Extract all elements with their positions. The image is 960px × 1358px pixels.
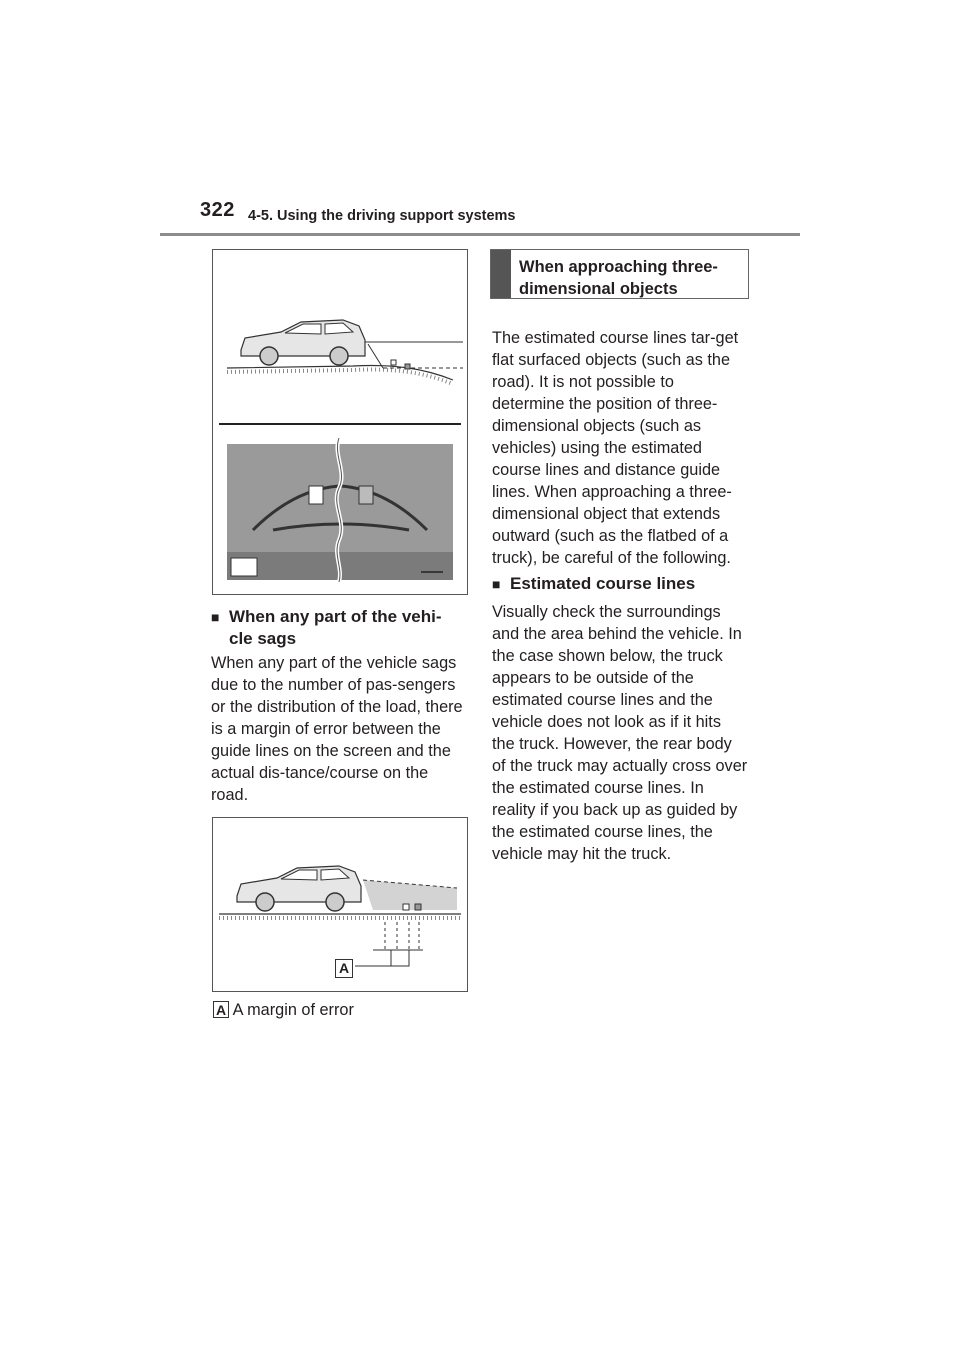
figure-sagging-camera-view xyxy=(212,249,468,595)
sag-heading: ■ When any part of the vehi- cle sags xyxy=(211,607,442,648)
suv-side-view-icon xyxy=(237,866,361,911)
callout-title: When approaching three-dimensional objects xyxy=(519,258,718,298)
course-lines-paragraph: Visually check the surroundings and the area behind the vehicle. In the case shown below, the truck appears to be outside of the estimated course lines and the vehicle does not look as if it hits the truck. However, the rear body of the truck may actually cross over the estimated course lines. In reality if you back up as guided by the estimated course lines, the vehicle may hit the truck. xyxy=(492,603,748,863)
callout-bar xyxy=(491,250,511,298)
figure-label-a: A xyxy=(335,959,353,978)
sag-illustration xyxy=(213,250,467,594)
sag-paragraph: When any part of the vehicle sags due to the number of pas-sengers or the distribution of the load, there is a margin of error between the guide lines on the screen and the actual dis-tance/course on the road. xyxy=(211,654,463,804)
course-lines-heading: ■ Estimated course lines xyxy=(492,574,696,593)
camera-screen xyxy=(227,438,453,582)
square-bullet-icon: ■ xyxy=(492,576,501,592)
suv-side-view-icon xyxy=(241,320,365,365)
page-number: 322 xyxy=(200,199,235,221)
legend-text: A margin of error xyxy=(232,1001,354,1019)
figure-margin-of-error xyxy=(212,817,468,992)
legend-tag-a: A xyxy=(213,1001,229,1018)
square-bullet-icon: ■ xyxy=(211,609,220,625)
callout-box xyxy=(490,249,749,299)
intro-paragraph: The estimated course lines tar-get flat surfaced objects (such as the road). It is not possible to determine the position of three-dimensional objects (such as vehicles) using the estimated course lines and distance guide lines. When approaching a three-dimensional object that extends outward (such as the flatbed of a truck), be careful of the following. xyxy=(492,329,739,567)
legend-margin-of-error xyxy=(213,1001,354,1020)
header-divider xyxy=(160,233,800,236)
section-title: 4-5. Using the driving support systems xyxy=(248,208,516,224)
